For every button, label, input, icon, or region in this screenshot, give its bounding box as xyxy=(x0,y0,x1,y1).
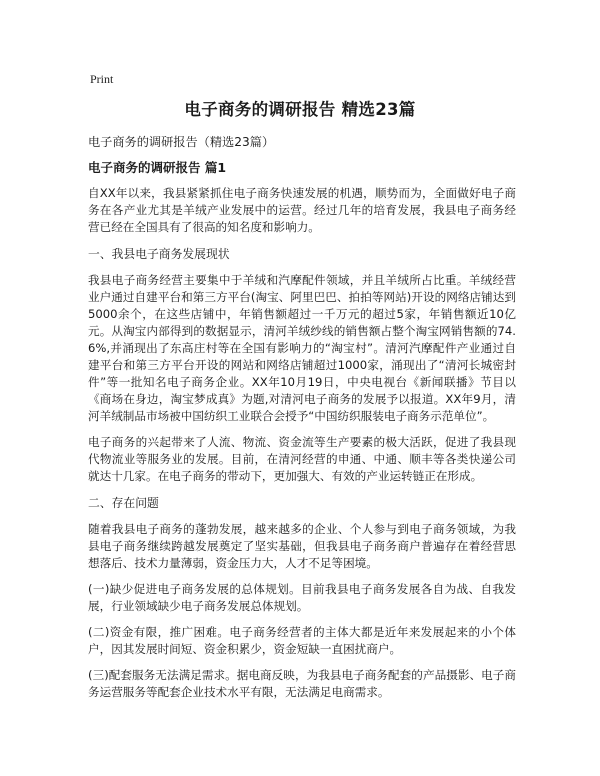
paragraph-problem-3: (三)配套服务无法满足需求。据电商反映，为我县电子商务配套的产品摄影、电子商务运营服务等配套企业技术水平有限，无法满足电商需求。 xyxy=(88,668,516,699)
section-title: 电子商务的调研报告 篇1 xyxy=(88,160,227,175)
document-subtitle: 电子商务的调研报告（精选23篇） xyxy=(88,135,275,149)
paragraph-problem-1: (一)缺少促进电子商务发展的总体规划。目前我县电子商务发展各自为战、自我发展，行业领域缺少电子商务发展总体规划。 xyxy=(88,582,516,613)
paragraph-status-detail: 我县电子商务经营主要集中于羊绒和汽摩配件领域，并且羊绒所占比重。羊绒经营业户通过自建平台和第三方平台(淘宝、阿里巴巴、拍拍等网站)开设的网络店铺达到5000余个，在这些店铺中，年销售额超过一千万元的超过5家，年销售额近10亿元。从淘宝内部得到的数据显示，清河羊绒纱线的销售额占整个淘宝网销售额的74.6%,并涌现出了东高庄村等在全国有影响力的“淘宝村”。清河汽摩配件产业通过自建平台和第三方平台开设的网站和网络店铺超过1000家，涌现出了“清河长城密封件”等一批知名电子商务企业。XX年10月19日，中央电视台《新闻联播》节目以《商场在身边，淘宝梦成真》为题,对清河电子商务的发展予以报道。XX年9月，清河羊绒制品市场被中国纺织工业联合会授予“中国纺织服装电子商务示范单位”。 xyxy=(88,273,516,423)
paragraph-logistics: 电子商务的兴起带来了人流、物流、资金流等生产要素的极大活跃，促进了我县现代物流业等服务业的发展。目前，在清河经营的申通、中通、顺丰等各类快递公司就达十几家。在电子商务的带动下，更加强大、有效的产业运转链正在形成。 xyxy=(88,435,516,483)
paragraph-problems-intro: 随着我县电子商务的蓬勃发展，越来越多的企业、个人参与到电子商务领域，为我县电子商务继续跨越发展奠定了坚实基础，但我县电子商务商户普遍存在着经营思想落后、技术力量薄弱，资金压力大，人才不足等困境。 xyxy=(88,522,516,570)
print-link[interactable]: Print xyxy=(90,72,114,86)
paragraph-problem-2: (二)资金有限，推广困难。电子商务经营者的主体大都是近年来发展起来的小个体户，因其发展时间短、资金积累少，资金短缺一直困扰商户。 xyxy=(88,625,516,656)
paragraph-intro: 自XX年以来，我县紧紧抓住电子商务快速发展的机遇，顺势而为，全面做好电子商务在各产业尤其是羊绒产业发展中的运营。经过几年的培育发展，我县电子商务经营已经在全国具有了很高的知名度和影响力。 xyxy=(88,186,516,234)
heading-current-status: 一、我县电子商务发展现状 xyxy=(88,247,230,261)
document-title: 电子商务的调研报告 精选23篇 xyxy=(184,100,416,119)
document-body xyxy=(88,133,516,710)
heading-problems: 二、存在问题 xyxy=(88,496,159,510)
